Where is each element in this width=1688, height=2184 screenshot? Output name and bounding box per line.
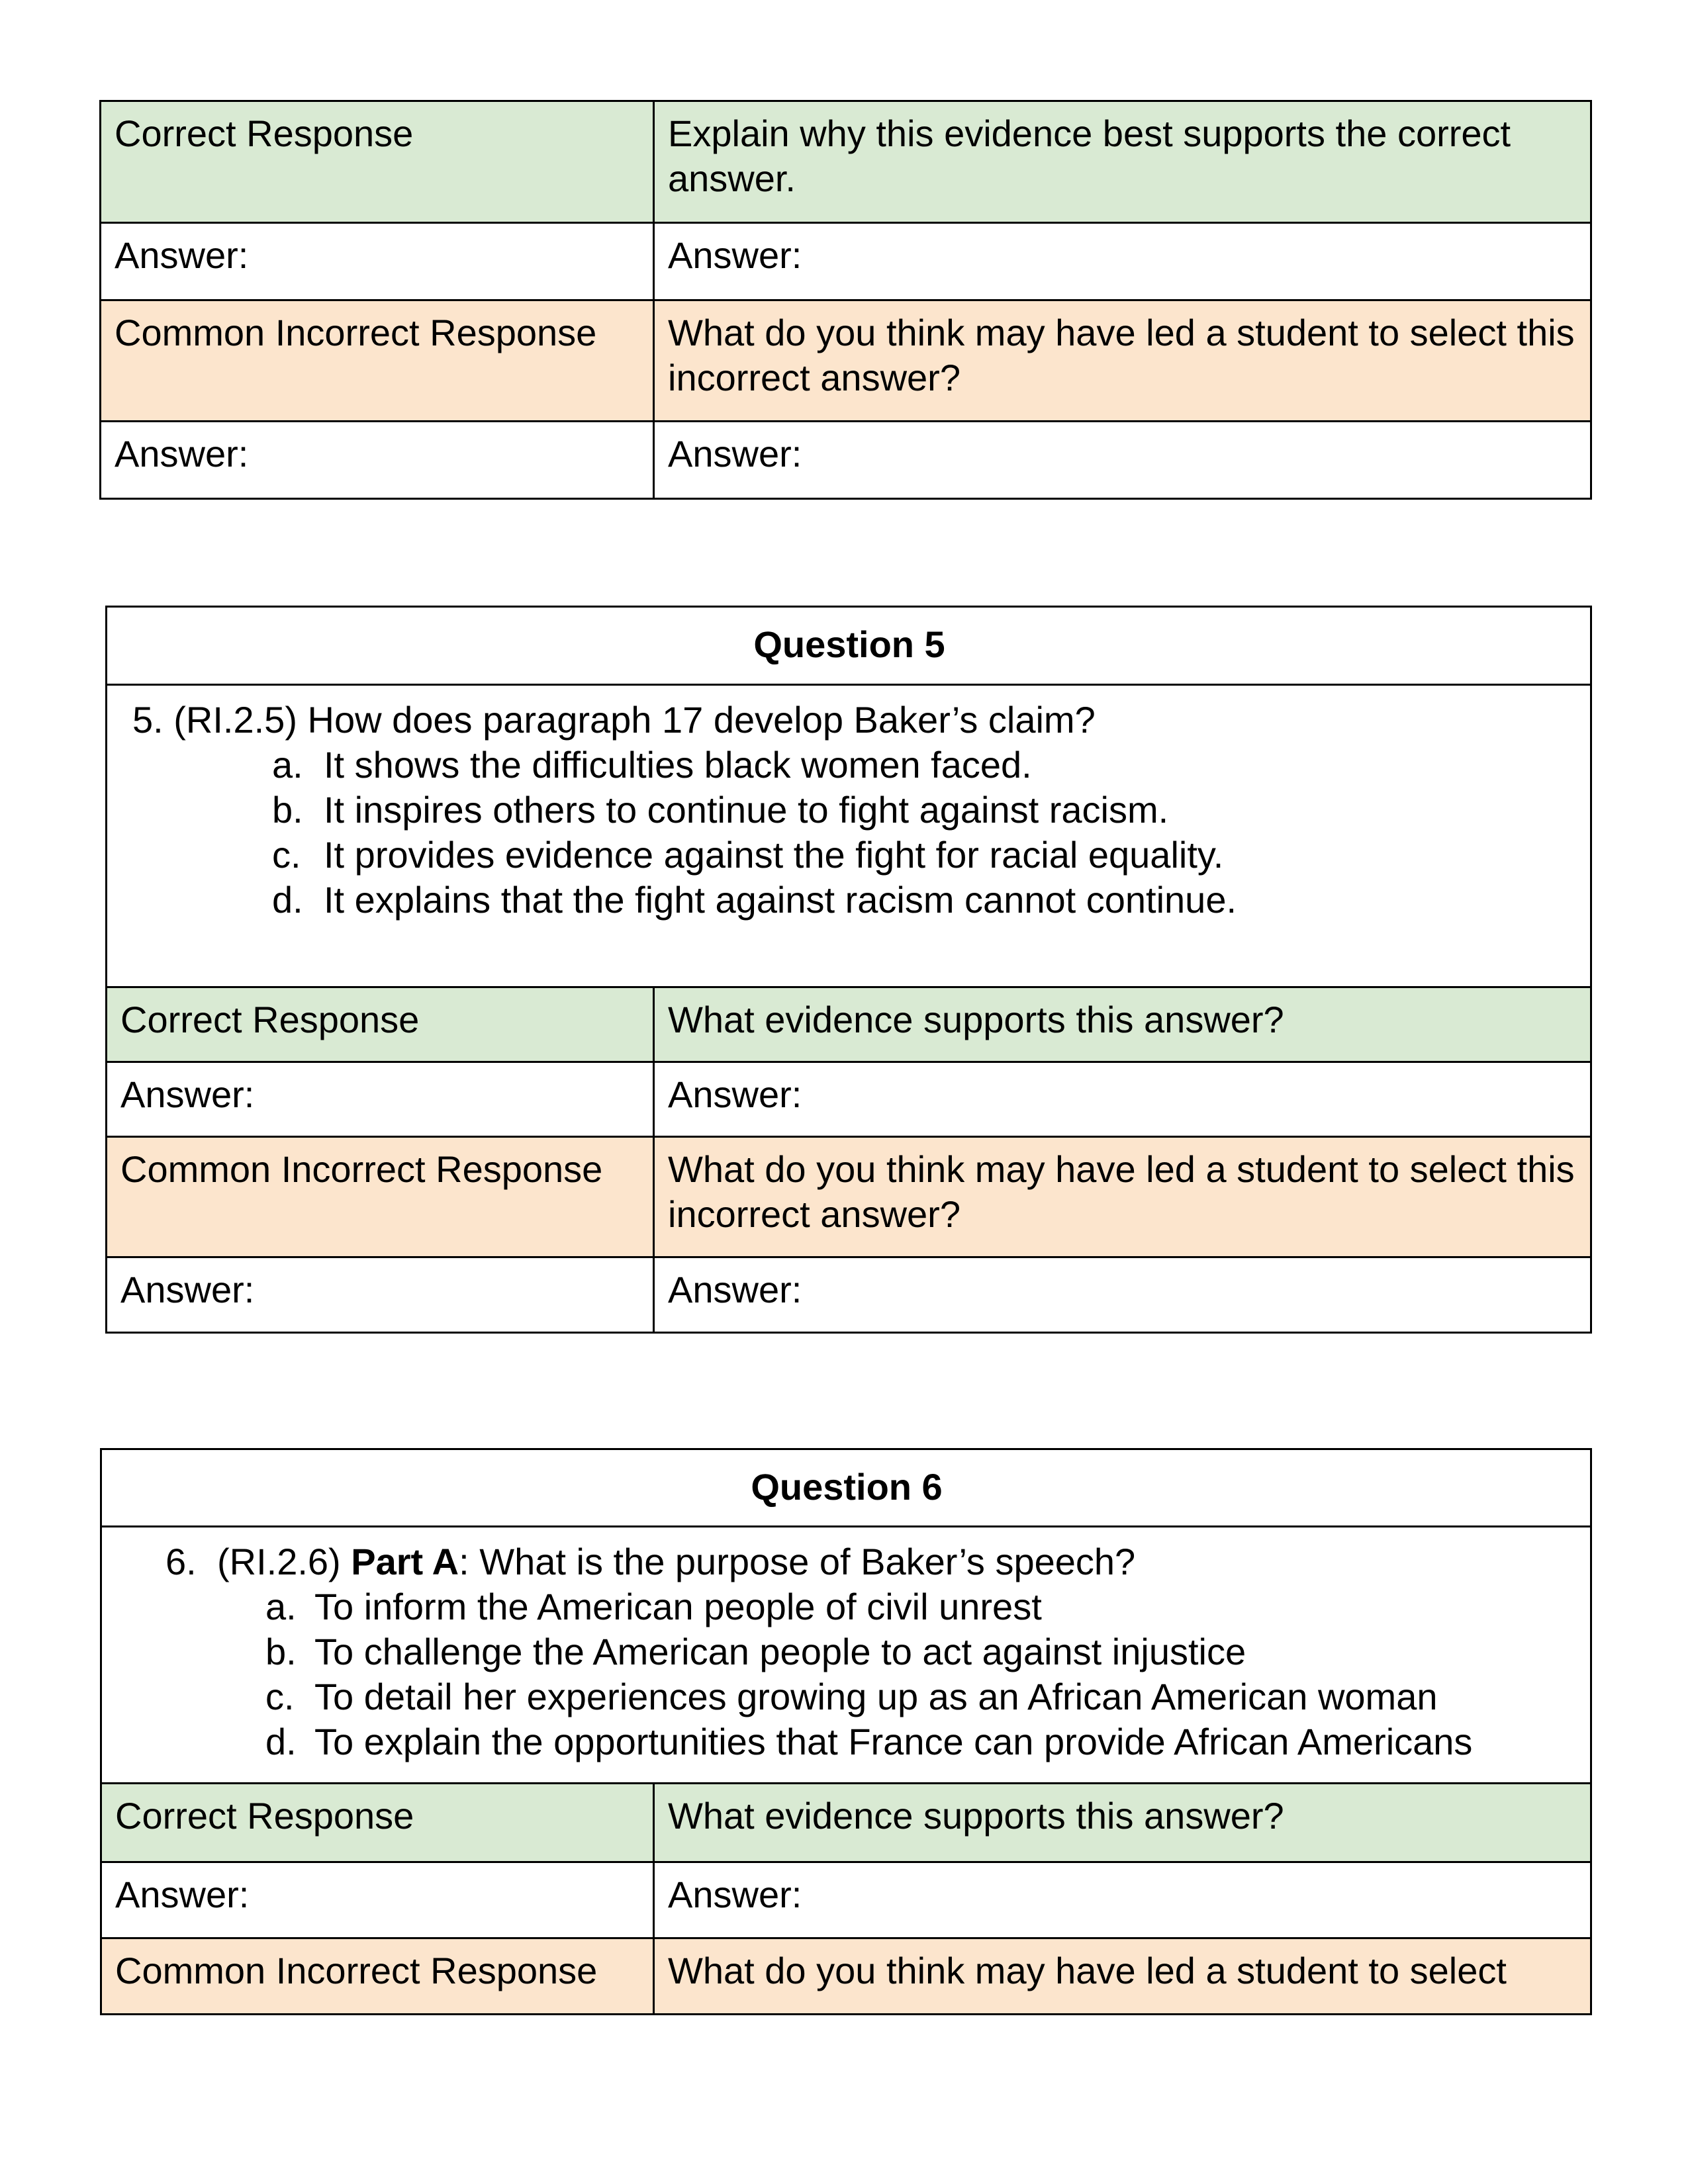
- question-5-correct-header-row: [107, 987, 1591, 1062]
- evidence-answer-field[interactable]: Answer:: [654, 1062, 1591, 1137]
- correct-response-label: Correct Response: [107, 987, 654, 1062]
- question-6-stem: : What is the purpose of Baker’s speech?: [459, 1541, 1136, 1582]
- question-5-title: Question 5: [107, 607, 1591, 685]
- common-incorrect-response-label: Common Incorrect Response: [101, 300, 654, 422]
- incorrect-reason-prompt: What do you think may have led a student to select this incorrect answer?: [654, 300, 1591, 422]
- evidence-answer-field[interactable]: Answer:: [654, 1862, 1591, 1938]
- question-5-stem: How does paragraph 17 develop Baker’s claim?: [307, 699, 1096, 741]
- common-incorrect-response-label: Common Incorrect Response: [101, 1938, 654, 2015]
- question-6-standard: (RI.2.6): [217, 1541, 341, 1582]
- question-5-stem-line: [132, 698, 1578, 743]
- question-5-incorrect-answer-row: [107, 1257, 1591, 1333]
- correct-answer-field[interactable]: Answer:: [101, 1862, 654, 1938]
- incorrect-answer-field[interactable]: Answer:: [101, 422, 654, 499]
- previous-question-response-table: [99, 100, 1592, 500]
- incorrect-reason-answer-field[interactable]: Answer:: [654, 1257, 1591, 1333]
- incorrect-answer-field[interactable]: Answer:: [107, 1257, 654, 1333]
- question-6-prompt: [101, 1527, 1591, 1784]
- evidence-prompt: What evidence supports this answer?: [654, 987, 1591, 1062]
- question-6-option-d[interactable]: d. To explain the opportunities that France can provide African Americans: [265, 1721, 1473, 1762]
- question-5-standard: (RI.2.5): [173, 699, 297, 741]
- question-5-options: [132, 743, 1578, 923]
- question-6-title: Question 6: [101, 1449, 1591, 1527]
- question-5-option-b[interactable]: b. It inspires others to continue to fight against racism.: [272, 789, 1169, 831]
- incorrect-reason-answer-field[interactable]: Answer:: [654, 422, 1591, 499]
- question-5-title-row: [107, 607, 1591, 685]
- evidence-answer-field[interactable]: Answer:: [654, 223, 1591, 300]
- correct-answer-field[interactable]: Answer:: [107, 1062, 654, 1137]
- question-6-title-row: [101, 1449, 1591, 1527]
- incorrect-reason-prompt: What do you think may have led a student to select: [654, 1938, 1591, 2015]
- correct-response-label: Correct Response: [101, 1784, 654, 1862]
- question-6-option-b[interactable]: b. To challenge the American people to act against injustice: [265, 1631, 1246, 1672]
- correct-answer-row: [101, 223, 1591, 300]
- evidence-prompt: What evidence supports this answer?: [654, 1784, 1591, 1862]
- question-5-option-d[interactable]: d. It explains that the fight against racism cannot continue.: [272, 879, 1237, 921]
- question-5-incorrect-header-row: [107, 1137, 1591, 1257]
- question-6-part-label: Part A: [351, 1541, 459, 1582]
- question-5-prompt-row: [107, 685, 1591, 987]
- question-6-stem-line: [165, 1539, 1578, 1584]
- question-5-prompt: [107, 685, 1591, 987]
- correct-answer-field[interactable]: Answer:: [101, 223, 654, 300]
- correct-response-header-row: [101, 101, 1591, 223]
- common-incorrect-response-label: Common Incorrect Response: [107, 1137, 654, 1257]
- explain-evidence-prompt: Explain why this evidence best supports the correct answer.: [654, 101, 1591, 223]
- incorrect-response-header-row: [101, 300, 1591, 422]
- incorrect-answer-row: [101, 422, 1591, 499]
- question-6-prompt-row: [101, 1527, 1591, 1784]
- question-5-correct-answer-row: [107, 1062, 1591, 1137]
- correct-response-label: Correct Response: [101, 101, 654, 223]
- question-6-correct-answer-row: [101, 1862, 1591, 1938]
- question-6-options: [165, 1584, 1578, 1764]
- question-6-number: 6.: [165, 1541, 197, 1582]
- question-6-incorrect-header-row: [101, 1938, 1591, 2015]
- question-5-number: 5.: [132, 699, 164, 741]
- question-6-option-c[interactable]: c. To detail her experiences growing up as an African American woman: [265, 1676, 1438, 1717]
- incorrect-reason-prompt: What do you think may have led a student to select this incorrect answer?: [654, 1137, 1591, 1257]
- question-6-correct-header-row: [101, 1784, 1591, 1862]
- question-6-table: [100, 1448, 1592, 2015]
- question-5-option-c[interactable]: c. It provides evidence against the fight for racial equality.: [272, 834, 1224, 876]
- question-5-option-a[interactable]: a. It shows the difficulties black women faced.: [272, 744, 1032, 786]
- question-6-option-a[interactable]: a. To inform the American people of civil unrest: [265, 1586, 1042, 1627]
- question-5-table: [105, 606, 1592, 1334]
